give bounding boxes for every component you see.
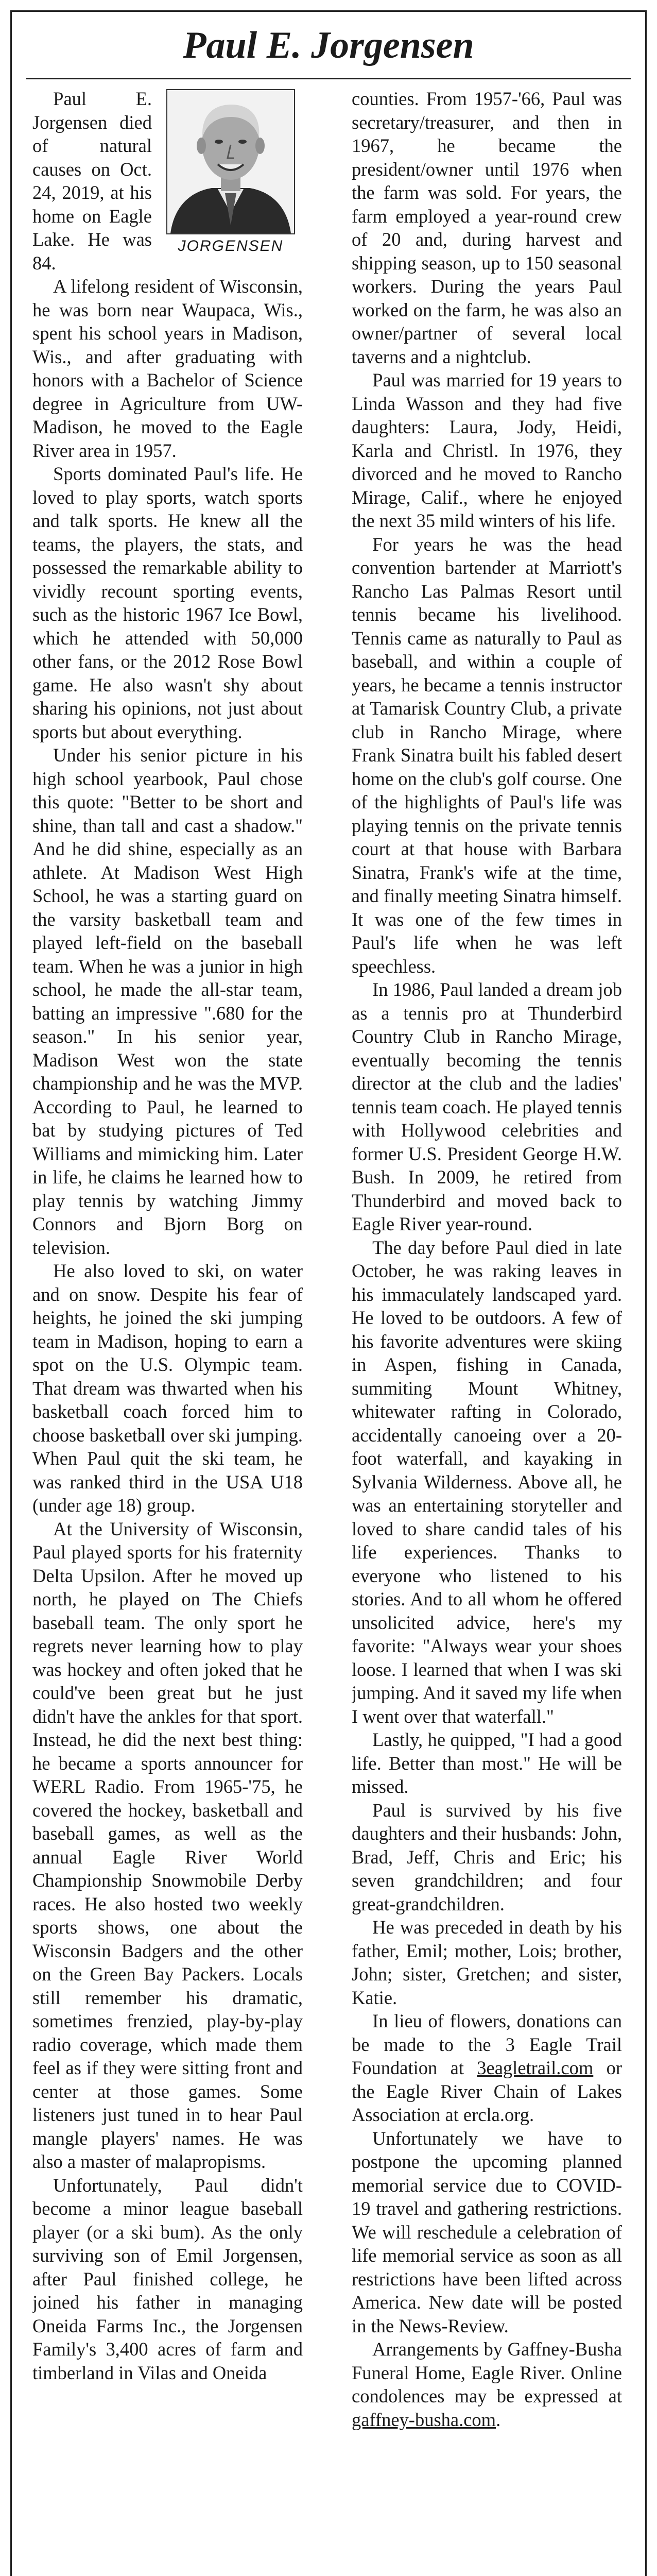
obituary-title: Paul E. Jorgensen (183, 24, 474, 66)
eagle-trail-link[interactable]: 3eagletrail.com (477, 2057, 594, 2078)
left-column (32, 87, 303, 2576)
paragraph-family: Paul was married for 19 years to Linda Wasson and they had five daughters: Laura, Jody, Heidi, Karla and Christl. In 1976, they divorced and he moved to Rancho Mirage, Calif., where he enjoyed the next 35 mild winters of his life. (352, 369, 622, 531)
paragraph-thunderbird: In 1986, Paul landed a dream job as a tennis pro at Thunderbird Country Club in Rancho Mirage, eventually becoming the tennis director at the club and the ladies' tennis team coach. He played tennis with Hollywood celebrities and former U.S. President George H.W. Bush. In 2009, he retired from Thunderbird and moved back to Eagle River year-round. (352, 979, 622, 1234)
obituary-page (10, 10, 647, 2576)
paragraph-preceded: He was preceded in death by his father, Emil; mother, Lois; brother, John; sister, Gretchen; and sister, Katie. (352, 1917, 622, 2008)
paragraph-upbringing: A lifelong resident of Wisconsin, he was born near Waupaca, Wis., spent his school years in Madison, Wis., and after graduating with honors with a Bachelor of Science degree in Agriculture from UW-Madison, he moved to the Eagle River area in 1957. (32, 276, 303, 461)
paragraph-tennis-career: For years he was the head convention bartender at Marriott's Rancho Las Palmas Resort until tennis became his livelihood. Tennis came as naturally to Paul as baseball, and within a couple of years, he became a tennis instructor at Tamarisk Country Club, a private club in Rancho Mirage, where Frank Sinatra built his fabled desert home on the club's golf course. One of the highlights of Paul's life was playing tennis on the private tennis court at that house with Barbara Sinatra, Frank's wife at the time, and finally meeting Sinatra himself. It was one of the few times in Paul's life when he was left speechless. (352, 533, 622, 977)
paragraph-good-life: Lastly, he quipped, "I had a good life. Better than most." He will be missed. (352, 1729, 622, 1797)
paragraph-arrangements (352, 2337, 622, 2431)
paragraph-university: At the University of Wisconsin, Paul played sports for his fraternity Delta Upsilon. After he moved up north, he played on The Chiefs baseball team. The only sport he regrets never learning how to play was hockey and often joked that he could've been great but he just didn't have the ankles for that sport. Instead, he did the next best thing: he became a sports announcer for WERL Radio. From 1965-'75, he covered the hockey, basketball and baseball games, as well as the annual Eagle River World Championship Snowmobile Derby races. He also hosted two weekly sports shows, one about the Wisconsin Badgers and the other on the Green Bay Packers. Locals still remember his dramatic, sometimes frenzied, play-by-play radio coverage, which made them feel as if they were sitting front and center at those games. Some listeners just tuned in to hear Paul mangle players' names. He was also a master of malapropisms. (32, 1518, 303, 2172)
title-divider (26, 78, 631, 79)
paragraph-service: Unfortunately we have to postpone the upcoming planned memorial service due to COVID-19 travel and gathering restrictions. We will reschedule a celebration of life memorial service as soon as all restrictions have been lifted across America. New date will be posted in the News-Review. (352, 2127, 622, 2336)
arrangements-text-before: Arrangements by Gaffney-Busha Funeral Home, Eagle River. Online condolences may be expressed at (352, 2338, 622, 2406)
portrait-caption: JORGENSEN (178, 238, 284, 255)
lead-paragraph: Paul E. Jorgensen died of natural causes on Oct. 24, 2019, at his home on Eagle Lake. He was 84. (32, 88, 152, 274)
paragraph-sports-life: Sports dominated Paul's life. He loved to play sports, watch sports and talk sports. He knew all the teams, the players, the stats, and possessed the remarkable ability to vividly recount sporting events, such as the historic 1967 Ice Bowl, which he attended with 50,000 other fans, or the 2012 Rose Bowl game. He also wasn't shy about sharing his opinions, not just about sports but about everything. (32, 463, 303, 742)
arrangements-text-after: . (496, 2409, 501, 2430)
paragraph-high-school: Under his senior picture in his high school yearbook, Paul chose this quote: "Better to be short and shine, than tall and cast a shadow." And he did shine, especially as an athlete. At Madison West High School, he was a starting guard on the varsity basketball team and played left-field on the baseball team. When he was a junior in high school, he made the all-star team, batting an impressive ".680 for the season." In his senior year, Madison West won the state championship and he was the MVP. According to Paul, he learned to bat by studying pictures of Ted Williams and mimicking him. Later in life, he claims he learned how to play tennis by watching Jimmy Connors and Bjorn Borg on television. (32, 744, 303, 1258)
donations-text-before: In lieu of flowers, donations can be made to the 3 Eagle Trail Foundation at (352, 2010, 622, 2078)
gaffney-busha-link[interactable]: gaffney-busha.com (352, 2409, 496, 2430)
right-column (352, 87, 622, 2576)
paragraph-survivors: Paul is survived by his five daughters and their husbands: John, Brad, Jeff, Chris and Eric; his seven grandchildren; and four great-grandchildren. (352, 1799, 622, 1914)
donations-text-middle: or the Eagle River Chain of Lakes Association at ercla.org. (352, 2057, 622, 2125)
paragraph-skiing: He also loved to ski, on water and on snow. Despite his fear of heights, he joined the ski jumping team in Madison, hoping to earn a spot on the U.S. Olympic team. That dream was thwarted when his basketball coach forced him to choose basketball over ski jumping. When Paul quit the ski team, he was ranked third in the USA U18 (under age 18) group. (32, 1260, 303, 1516)
paragraph-farm: Unfortunately, Paul didn't become a minor league baseball player (or a ski bum). As the only surviving son of Emil Jorgensen, after Paul finished college, he joined his father in managing Oneida Farms Inc., the Jorgensen Family's 3,400 acres of farm and timberland in Vilas and Oneida (32, 2174, 303, 2383)
lead-wrap (32, 87, 152, 275)
paragraph-donations (352, 2009, 622, 2127)
paragraph-farm-continued: counties. From 1957-'66, Paul was secretary/treasurer, and then in 1967, he became the president/owner until 1976 when the farm was sold. For years, the farm employed a year-round crew of 20 and, during harvest and shipping season, up to 150 seasonal workers. During the years Paul worked on the farm, he was also an owner/partner of several local taverns and a nightclub. (352, 88, 622, 367)
paragraph-adventures: The day before Paul died in late October, he was raking leaves in his immaculately landscaped yard. He loved to be outdoors. A few of his favorite adventures were skiing in Aspen, fishing in Canada, summiting Mount Whitney, whitewater rafting in Colorado, accidentally canoeing over a 20-foot waterfall, and kayaking in Sylvania Wilderness. Above all, he was an entertaining storyteller and loved to share candid tales of his life experiences. Thanks to everyone who listened to his stories. And to all whom he offered unsolicited advice, here's my favorite: "Always wear your shoes loose. I learned that when I was ski jumping. And it saved my life when I went over that waterfall." (352, 1236, 622, 1727)
